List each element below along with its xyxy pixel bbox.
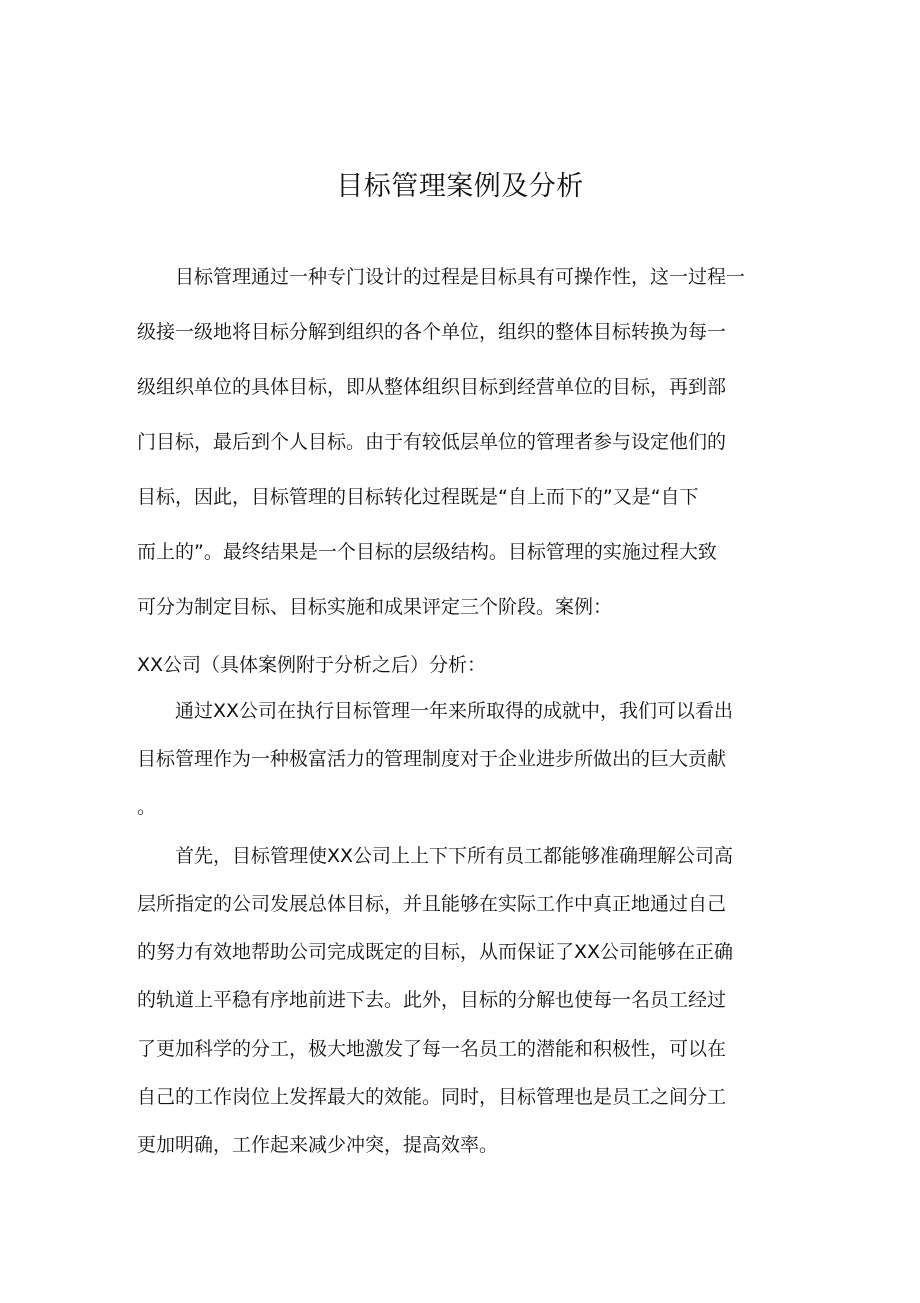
- paragraph-1-line-3: 级组织单位的具体目标，即从整体组织目标到经营单位的目标，再到部: [137, 376, 727, 398]
- paragraph-3-line-1: 首先，目标管理使XX公司上上下下所有员工都能够准确理解公司高: [175, 845, 734, 867]
- paragraph-3-line-2: 层所指定的公司发展总体目标，并且能够在实际工作中真正地通过自己: [137, 893, 727, 915]
- case-heading: XX公司（具体案例附于分析之后）分析：: [137, 654, 487, 676]
- paragraph-1-line-5: 目标，因此，目标管理的目标转化过程既是“自上而下的”又是“自下: [137, 486, 699, 508]
- paragraph-2-line-1: 通过XX公司在执行目标管理一年来所取得的成就中，我们可以看出: [175, 700, 734, 722]
- paragraph-2-line-3: 。: [137, 796, 157, 818]
- paragraph-1-line-4: 门目标，最后到个人目标。由于有较低层单位的管理者参与设定他们的: [137, 431, 727, 453]
- paragraph-3-line-6: 自己的工作岗位上发挥最大的效能。同时，目标管理也是员工之间分工: [137, 1086, 727, 1108]
- paragraph-3-line-7: 更加明确，工作起来减少冲突，提高效率。: [137, 1134, 499, 1156]
- paragraph-1-line-1: 目标管理通过一种专门设计的过程是目标具有可操作性，这一过程一: [175, 266, 746, 288]
- paragraph-1-line-6: 而上的”。最终结果是一个目标的层级结构。目标管理的实施过程大致: [137, 541, 717, 563]
- paragraph-3-line-3: 的努力有效地帮助公司完成既定的目标，从而保证了XX公司能够在正确: [137, 941, 734, 963]
- paragraph-3-line-4: 的轨道上平稳有序地前进下去。此外，目标的分解也使每一名员工经过: [137, 989, 727, 1011]
- paragraph-3-line-5: 了更加科学的分工，极大地激发了每一名员工的潜能和积极性，可以在: [137, 1038, 727, 1060]
- paragraph-2-line-2: 目标管理作为一种极富活力的管理制度对于企业进步所做出的巨大贡献: [137, 748, 727, 770]
- paragraph-1-line-2: 级接一级地将目标分解到组织的各个单位，组织的整体目标转换为每一: [137, 321, 727, 343]
- page-title: 目标管理案例及分析: [336, 171, 584, 202]
- paragraph-1-line-7: 可分为制定目标、目标实施和成果评定三个阶段。案例：: [137, 596, 613, 618]
